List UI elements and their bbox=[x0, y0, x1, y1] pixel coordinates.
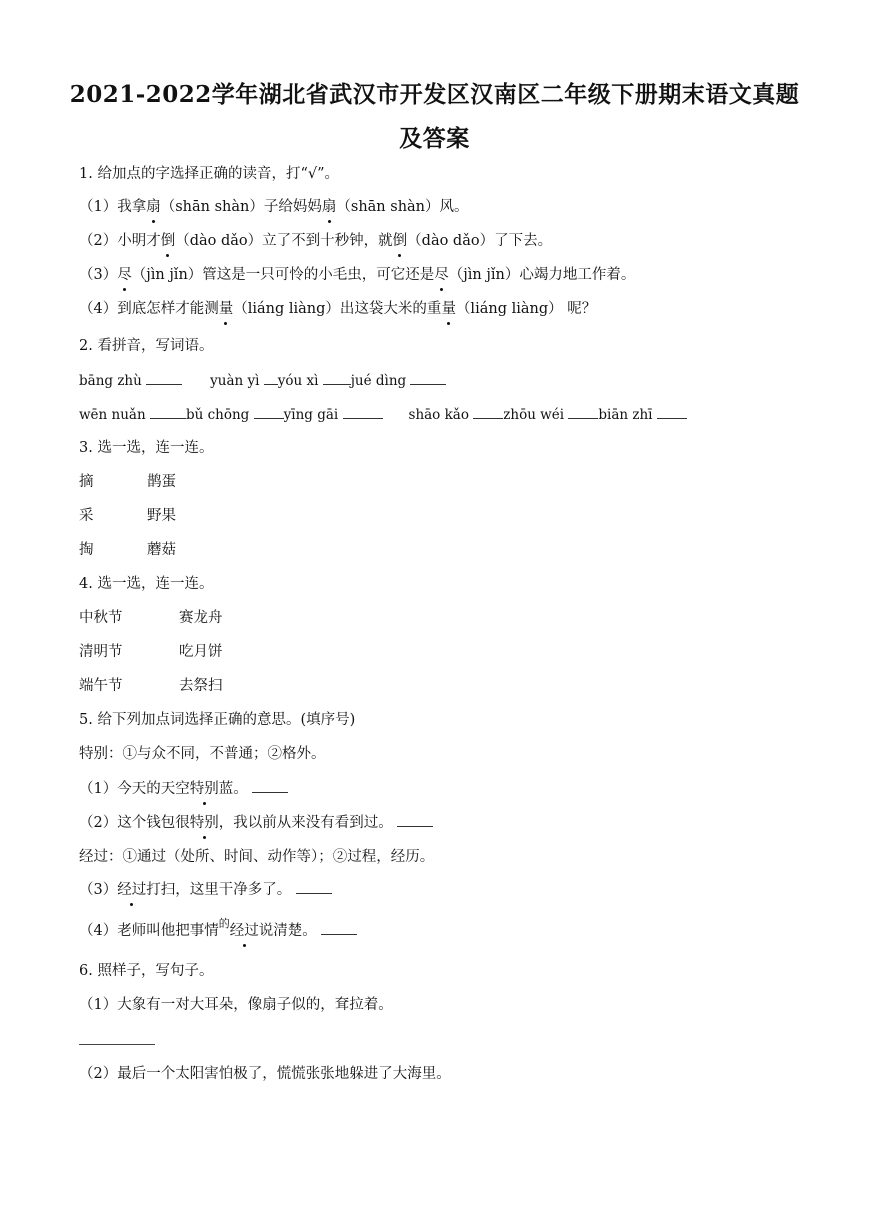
q1-3-text-a: （3） bbox=[79, 267, 118, 283]
q4-right-3[interactable]: 去祭扫 bbox=[179, 678, 223, 694]
answer-blank[interactable] bbox=[252, 778, 288, 793]
q3-left-2[interactable]: 采 bbox=[79, 508, 94, 524]
q3-right-3[interactable]: 蘑菇 bbox=[147, 542, 176, 558]
q5-3-text-c: 打扫，这里干净多了。 bbox=[146, 882, 292, 898]
q6-item-1: （1）大象有一对大耳朵，像扇子似的，耷拉着。 bbox=[79, 997, 393, 1013]
q1-4-text-b: （liáng liàng）出这袋大米的重 bbox=[233, 301, 442, 317]
answer-blank[interactable] bbox=[150, 404, 186, 419]
q1-2-dotted-char-1: 倒 bbox=[160, 233, 176, 249]
q3-stem: 3. 选一选，连一连。 bbox=[79, 440, 214, 456]
page-title-line1: 2021-2022学年湖北省武汉市开发区汉南区二年级下册期末语文真题 bbox=[69, 81, 800, 108]
q6-stem: 6. 照样子，写句子。 bbox=[79, 963, 214, 979]
q1-item-2 bbox=[79, 231, 552, 251]
q5-4-text-c: 说清楚。 bbox=[258, 923, 317, 939]
q5-2-text-a: （2）这个钱包很 bbox=[79, 815, 190, 831]
q5-1-dotted-word: 特别 bbox=[189, 781, 219, 797]
q1-4-text-a: （4）到底怎样才能测 bbox=[79, 301, 219, 317]
q1-1-dotted-char-1: 扇 bbox=[146, 199, 161, 215]
answer-blank[interactable] bbox=[568, 404, 598, 419]
pinyin-item: bāng zhù bbox=[79, 373, 142, 389]
pinyin-item: wēn nuǎn bbox=[79, 407, 146, 423]
q5-4-superscript: 的 bbox=[218, 917, 230, 930]
answer-blank[interactable] bbox=[343, 404, 383, 419]
q6-item-2: （2）最后一个太阳害怕极了，慌慌张张地躲进了大海里。 bbox=[79, 1066, 451, 1082]
q5-definition-2: 经过：①通过（处所、时间、动作等）；②过程，经历。 bbox=[79, 849, 435, 865]
q1-1-text-c: （shān shàn）风。 bbox=[336, 199, 469, 215]
q1-2-dotted-char-2: 倒 bbox=[392, 233, 408, 249]
q5-item-2 bbox=[79, 812, 433, 833]
q3-left-1[interactable]: 摘 bbox=[79, 474, 94, 490]
q4-left-3[interactable]: 端午节 bbox=[79, 678, 123, 694]
q2-pinyin-row-2 bbox=[79, 404, 687, 425]
answer-blank[interactable] bbox=[323, 370, 351, 385]
q1-item-4 bbox=[79, 299, 596, 319]
pinyin-item: bǔ chōng bbox=[185, 407, 250, 423]
page-title-line2: 及答案 bbox=[399, 125, 470, 152]
q1-1-text-a: （1）我拿 bbox=[79, 199, 147, 215]
answer-blank[interactable] bbox=[264, 370, 278, 385]
q5-2-dotted-word: 特别 bbox=[189, 815, 219, 831]
q3-left-3[interactable]: 掏 bbox=[79, 542, 94, 558]
q1-2-text-c: （dào dǎo）了下去。 bbox=[407, 233, 553, 249]
q5-definition-1: 特别：①与众不同，不普通；②格外。 bbox=[79, 746, 326, 762]
answer-blank[interactable] bbox=[410, 370, 446, 385]
q1-4-text-c: （liáng liàng） 呢？ bbox=[455, 301, 597, 317]
answer-blank[interactable] bbox=[473, 404, 503, 419]
answer-line[interactable] bbox=[79, 1044, 155, 1045]
answer-blank[interactable] bbox=[321, 920, 357, 935]
q1-3-text-c: （jìn jǐn）心竭力地工作着。 bbox=[448, 267, 636, 283]
answer-blank[interactable] bbox=[397, 812, 433, 827]
q5-2-text-c: ，我以前从来没有看到过。 bbox=[218, 815, 393, 831]
q5-item-1 bbox=[79, 778, 288, 799]
q3-right-1[interactable]: 鹊蛋 bbox=[147, 474, 176, 490]
q1-4-dotted-char-2: 量 bbox=[441, 301, 456, 317]
q2-pinyin-row-1 bbox=[79, 370, 446, 391]
q1-stem: 1. 给加点的字选择正确的读音，打“√”。 bbox=[79, 166, 340, 182]
pinyin-item: yīng gāi bbox=[283, 407, 339, 423]
q5-item-4 bbox=[79, 917, 357, 942]
q1-3-text-b: （jìn jǐn）管这是一只可怜的小毛虫，可它还是 bbox=[131, 267, 435, 283]
answer-blank[interactable] bbox=[296, 879, 332, 894]
q2-stem: 2. 看拼音，写词语。 bbox=[79, 338, 214, 354]
q1-1-dotted-char-2: 扇 bbox=[321, 199, 337, 215]
q5-item-3 bbox=[79, 879, 332, 900]
q1-2-text-a: （2）小明才 bbox=[79, 233, 161, 249]
q3-right-2[interactable]: 野果 bbox=[147, 508, 176, 524]
q4-left-1[interactable]: 中秋节 bbox=[79, 610, 123, 626]
q1-1-text-b: （shān shàn）子给妈妈 bbox=[160, 199, 322, 215]
q4-stem: 4. 选一选，连一连。 bbox=[79, 576, 214, 592]
pinyin-item: yóu xì bbox=[277, 373, 319, 389]
q5-1-text-c: 蓝。 bbox=[218, 781, 248, 797]
q1-3-dotted-char-1: 尽 bbox=[117, 267, 132, 283]
answer-blank[interactable] bbox=[657, 404, 687, 419]
q1-2-text-b: （dào dǎo）立了不到十秒钟，就 bbox=[175, 233, 393, 249]
answer-blank[interactable] bbox=[254, 404, 284, 419]
q5-stem: 5. 给下列加点词选择正确的意思。(填序号) bbox=[79, 712, 356, 728]
pinyin-item: biān zhī bbox=[598, 407, 653, 423]
pinyin-item: yuàn yì bbox=[210, 373, 260, 389]
q1-item-3 bbox=[79, 265, 635, 285]
q1-item-1 bbox=[79, 197, 469, 217]
q5-3-text-a: （3） bbox=[79, 882, 118, 898]
q1-3-dotted-char-2: 尽 bbox=[434, 267, 449, 283]
pinyin-item: zhōu wéi bbox=[503, 407, 565, 423]
q5-4-dotted-word: 经过 bbox=[229, 923, 259, 939]
q4-right-2[interactable]: 吃月饼 bbox=[179, 644, 223, 660]
q5-4-text-a: （4）老师叫他把事情 bbox=[79, 923, 219, 939]
q4-right-1[interactable]: 赛龙舟 bbox=[179, 610, 223, 626]
pinyin-item: shāo kǎo bbox=[408, 407, 469, 423]
pinyin-item: jué dìng bbox=[350, 373, 407, 389]
q1-4-dotted-char-1: 量 bbox=[218, 301, 234, 317]
q5-1-text-a: （1）今天的天空 bbox=[79, 781, 190, 797]
q5-3-dotted-word: 经过 bbox=[117, 882, 147, 898]
q4-left-2[interactable]: 清明节 bbox=[79, 644, 123, 660]
answer-blank[interactable] bbox=[146, 370, 182, 385]
